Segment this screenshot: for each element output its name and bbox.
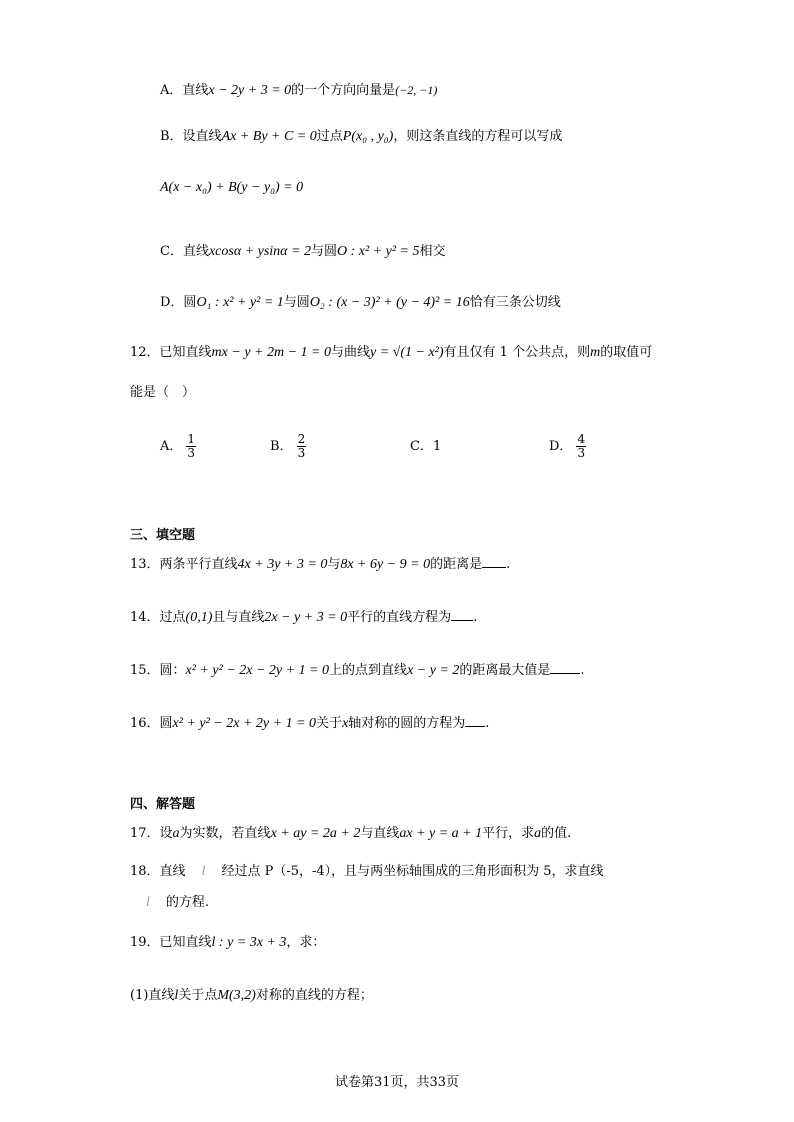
question-17 [130,824,571,844]
option-a-vector: (−2, −1) [395,83,438,97]
choice-a-denominator: 3 [187,446,196,460]
q15-period: . [580,663,585,678]
q12-variable: m [590,345,601,360]
q19-1-text-2: 对称的直线的方程； [255,988,373,1003]
q12-equation: mx − y + 2m − 1 = 0 [211,345,331,360]
choice-d-label: D． [549,439,573,454]
q19-equation: l : y = 3x + 3 [211,935,287,950]
option-d-circle-2: O₂ : (x − 3)² + (y − 4)² = 16 [309,295,470,310]
section-fill-in-heading: 三、填空题 [130,528,196,543]
question-19-part-1 [130,986,373,1006]
q15-label: 15．圆： [130,663,186,678]
q16-text: 关于 [316,716,343,731]
q17-text-4: 的值. [541,826,572,841]
q17-equation-1: x + ay = 2a + 2 [270,826,361,841]
question-14 [130,608,477,628]
question-18-line2 [130,893,209,913]
q19-1-text: 关于点 [178,988,218,1003]
option-a-text: 的一个方向向量是 [291,83,396,98]
q12-text-2: 有且仅有 1 个公共点，则 [443,345,591,360]
option-c-label: C．直线 [160,244,209,259]
q15-text-2: 的距离最大值是 [459,663,551,678]
q18-text-2: 的方程. [165,895,210,910]
choice-a-fraction [186,433,196,460]
q19-text: ，求： [286,935,326,950]
question-15 [130,661,585,681]
option-b-label: B．设直线 [160,129,222,144]
option-c-text: 与圆 [310,244,337,259]
q17-variable-2: a [534,826,542,841]
option-a-label: A．直线 [160,83,209,98]
option-b-equation-2: A(x − x₀) + B(y − y₀) = 0 [160,180,304,195]
q12-curve: y = √(1 − x²) [370,345,444,360]
choice-b-denominator: 3 [297,446,306,460]
option-d [160,293,561,313]
question-16 [130,714,489,734]
q12-label: 12．已知直线 [130,345,212,360]
q12-text-4: 能是（ ） [130,385,196,400]
question-12 [130,343,652,363]
q13-text-2: 的距离是 [430,557,483,572]
option-c-text-2: 相交 [419,244,446,259]
q14-point: (0,1) [185,610,213,625]
q17-text-3: 平行，求 [482,826,535,841]
question-18 [130,862,604,882]
q14-text: 且与直线 [212,610,265,625]
q15-equation-2: x − y = 2 [407,663,460,678]
option-b-text-2: ，则这条直线的方程可以写成 [393,129,563,144]
q19-1-variable: l [174,988,179,1003]
q13-label: 13．两条平行直线 [130,557,238,572]
question-19 [130,933,325,953]
choice-b-fraction [297,433,307,460]
choice-d-numerator: 4 [577,432,586,446]
q19-label: 19．已知直线 [130,935,212,950]
q19-1-label: (1)直线 [130,988,175,1003]
option-b-line2 [160,178,303,198]
q17-text: 为实数，若直线 [179,826,271,841]
q16-period: . [485,716,490,731]
q13-period: . [506,557,511,572]
option-a [160,80,437,101]
option-b [160,127,562,147]
q16-variable: x [342,716,349,731]
option-d-text: 与圆 [283,295,310,310]
question-13 [130,555,510,575]
option-b-text: 过点 [316,129,343,144]
option-c-equation: xcosα + ysinα = 2 [208,244,311,259]
q15-text: 上的点到直线 [329,663,408,678]
q12-choice-c [410,430,441,464]
section-answer-heading: 四、解答题 [130,797,196,812]
option-b-point: P(x₀ , y₀) [342,129,394,144]
choice-c-label: C． [410,439,433,454]
q17-text-2: 与直线 [360,826,400,841]
choice-a-numerator: 1 [187,432,196,446]
q13-text: 与 [327,557,341,572]
q15-equation: x² + y² − 2x − 2y + 1 = 0 [185,663,330,678]
q19-1-point: M(3,2) [217,988,256,1003]
answer-blank [482,555,506,568]
answer-blank [451,608,473,621]
q14-text-2: 平行的直线方程为 [347,610,452,625]
q18-line-symbol: l [201,864,206,879]
option-b-equation: Ax + By + C = 0 [221,129,317,144]
answer-blank [550,661,580,674]
choice-b-label: B． [270,439,293,454]
option-d-text-2: 恰有三条公切线 [469,295,561,310]
choice-d-fraction [576,433,586,460]
q16-label: 16．圆 [130,716,173,731]
option-c [160,242,446,262]
q18-label: 18．直线 [130,864,186,879]
page-footer: 试卷第31页，共33页 [334,1075,460,1090]
q12-choice-a [160,430,196,464]
choice-d-denominator: 3 [577,446,586,460]
q18-line-symbol-2: l [146,895,150,910]
q17-variable: a [172,826,180,841]
q14-period: . [473,610,478,625]
q17-label: 17．设 [130,826,173,841]
question-12-line2 [130,383,195,403]
answer-blank [465,714,485,727]
q17-equation-2: ax + y = a + 1 [399,826,483,841]
q13-equation-1: 4x + 3y + 3 = 0 [237,557,328,572]
q12-choice-d [549,430,586,464]
q18-text: 经过点 P（-5，-4），且与两坐标轴围成的三角形面积为 5，求直线 [221,864,604,879]
option-a-equation: x − 2y + 3 = 0 [208,83,292,98]
q13-equation-2: 8x + 6y − 9 = 0 [340,557,431,572]
q12-choice-b [270,430,306,464]
option-d-label: D．圆 [160,295,197,310]
q12-text-3: 的取值可 [600,345,653,360]
choice-b-numerator: 2 [297,432,306,446]
q16-equation: x² + y² − 2x + 2y + 1 = 0 [172,716,317,731]
q14-equation: 2x − y + 3 = 0 [264,610,348,625]
choice-c-value: 1 [432,439,442,454]
q16-text-2: 轴对称的圆的方程为 [348,716,466,731]
option-d-circle-1: O₁ : x² + y² = 1 [196,295,284,310]
q14-label: 14．过点 [130,610,186,625]
choice-a-label: A． [160,439,183,454]
option-c-circle: O : x² + y² = 5 [337,244,420,259]
q12-text: 与曲线 [330,345,370,360]
